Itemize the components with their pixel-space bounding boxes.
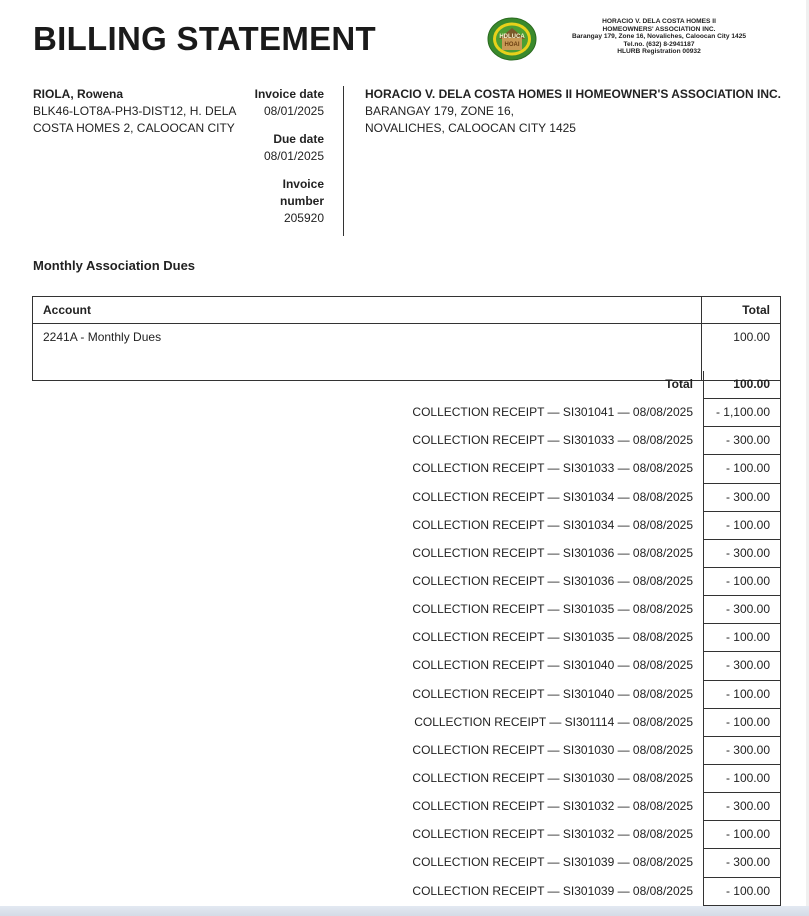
table-header-row (33, 297, 781, 324)
org-header-line: HORACIO V. DELA COSTA HOMES II (602, 18, 716, 25)
customer-address-line: COSTA HOMES 2, CALOOCAN CITY (33, 121, 235, 135)
receipt-row (32, 399, 781, 427)
receipt-amount: - 100.00 (703, 512, 781, 540)
receipt-amount: - 1,100.00 (703, 399, 781, 427)
receipt-row (32, 849, 781, 877)
receipt-label: COLLECTION RECEIPT — SI301030 — 08/08/2025 (412, 770, 693, 785)
receipt-row (32, 821, 781, 849)
receipt-label: COLLECTION RECEIPT — SI301030 — 08/08/2025 (412, 742, 693, 757)
receipt-amount: - 100.00 (703, 455, 781, 483)
receipt-label: COLLECTION RECEIPT — SI301032 — 08/08/2025 (412, 799, 693, 814)
org-header-line: Barangay 179, Zone 16, Novaliches, Caloocan City 1425 (571, 33, 747, 41)
invoice-meta (246, 86, 324, 227)
receipt-amount: - 300.00 (703, 849, 781, 877)
receipt-amount: - 300.00 (703, 427, 781, 455)
receipt-label: COLLECTION RECEIPT — SI301033 — 08/08/2025 (412, 461, 693, 476)
invoice-date-label: Invoice date (254, 87, 324, 101)
receipt-amount: - 300.00 (703, 737, 781, 765)
receipt-row (32, 455, 781, 483)
receipt-label: COLLECTION RECEIPT — SI301039 — 08/08/2025 (412, 883, 693, 898)
receipt-label: COLLECTION RECEIPT — SI301033 — 08/08/2025 (412, 433, 693, 448)
receipt-row (32, 624, 781, 652)
receipt-amount: - 300.00 (703, 596, 781, 624)
receipt-row (32, 540, 781, 568)
receipt-label: COLLECTION RECEIPT — SI301035 — 08/08/2025 (412, 630, 693, 645)
org-header (540, 18, 778, 56)
association-address-line: BARANGAY 179, ZONE 16, (365, 104, 514, 118)
invoice-number-label: Invoice (282, 177, 324, 191)
vertical-divider (343, 86, 344, 236)
due-date-label: Due date (273, 132, 324, 146)
association-address-line: NOVALICHES, CALOOCAN CITY 1425 (365, 121, 576, 135)
total-label: Total (665, 377, 693, 391)
receipt-amount: - 300.00 (703, 484, 781, 512)
receipt-amount: - 300.00 (703, 793, 781, 821)
receipt-row (32, 484, 781, 512)
page-title: BILLING STATEMENT (33, 20, 377, 57)
due-date: 08/01/2025 (263, 149, 324, 163)
receipt-label: COLLECTION RECEIPT — SI301039 — 08/08/2025 (412, 855, 693, 870)
receipt-amount: - 300.00 (703, 540, 781, 568)
total-value: 100.00 (703, 371, 781, 399)
receipt-amount: - 100.00 (703, 624, 781, 652)
receipt-amount: - 100.00 (703, 568, 781, 596)
receipt-label: COLLECTION RECEIPT — SI301034 — 08/08/2025 (412, 517, 693, 532)
receipt-row (32, 709, 781, 737)
account-table (32, 296, 781, 381)
receipt-amount: - 100.00 (703, 765, 781, 793)
page-bottom-edge (0, 906, 809, 916)
invoice-number: 205920 (283, 211, 324, 225)
receipt-row (32, 652, 781, 680)
receipt-label: COLLECTION RECEIPT — SI301034 — 08/08/2025 (412, 489, 693, 504)
invoice-date: 08/01/2025 (263, 104, 324, 118)
association-name: HORACIO V. DELA COSTA HOMES II HOMEOWNER'S ASSOCIATION INC. (365, 87, 781, 101)
receipt-amount: - 300.00 (703, 652, 781, 680)
customer-name: RIOLA, Rowena (33, 87, 124, 101)
receipt-label: COLLECTION RECEIPT — SI301040 — 08/08/2025 (412, 658, 693, 673)
column-header-account: Account (33, 297, 702, 324)
summary-list (32, 371, 781, 906)
receipt-row (32, 596, 781, 624)
receipt-label: COLLECTION RECEIPT — SI301040 — 08/08/2025 (412, 686, 693, 701)
receipt-label: COLLECTION RECEIPT — SI301041 — 08/08/2025 (412, 405, 693, 420)
receipt-label: COLLECTION RECEIPT — SI301035 — 08/08/2025 (412, 602, 693, 617)
org-header-line: Tel.no. (632) 8-2941187 (623, 40, 695, 48)
org-header-line: HOMEOWNERS' ASSOCIATION INC. (602, 25, 716, 33)
receipt-row (32, 878, 781, 906)
logo-text-bottom: HOAI (504, 42, 520, 48)
receipt-amount: - 100.00 (703, 821, 781, 849)
org-header-line: HLURB Registration 00932 (617, 48, 701, 56)
receipt-row (32, 681, 781, 709)
receipt-row (32, 512, 781, 540)
receipt-amount: - 100.00 (703, 681, 781, 709)
association-block (365, 86, 795, 137)
receipt-label: COLLECTION RECEIPT — SI301114 — 08/08/2025 (414, 714, 693, 729)
association-logo (487, 17, 537, 61)
account-cell: 2241A - Monthly Dues (33, 324, 702, 381)
receipt-row (32, 427, 781, 455)
receipt-label: COLLECTION RECEIPT — SI301036 — 08/08/2025 (412, 573, 693, 588)
receipt-label: COLLECTION RECEIPT — SI301032 — 08/08/2025 (412, 827, 693, 842)
receipt-row (32, 737, 781, 765)
total-row (32, 371, 781, 399)
customer-block (33, 86, 248, 137)
customer-address-line: BLK46-LOT8A-PH3-DIST12, H. DELA (33, 104, 237, 118)
total-cell: 100.00 (702, 324, 781, 381)
logo-text-top: HDLUCA (499, 34, 525, 40)
receipt-row (32, 568, 781, 596)
receipt-row (32, 765, 781, 793)
receipt-amount: - 100.00 (703, 878, 781, 906)
column-header-total: Total (702, 297, 781, 324)
section-title: Monthly Association Dues (33, 258, 196, 273)
receipt-amount: - 100.00 (703, 709, 781, 737)
receipt-label: COLLECTION RECEIPT — SI301036 — 08/08/2025 (412, 545, 693, 560)
receipt-row (32, 793, 781, 821)
invoice-number-label: number (279, 194, 324, 208)
